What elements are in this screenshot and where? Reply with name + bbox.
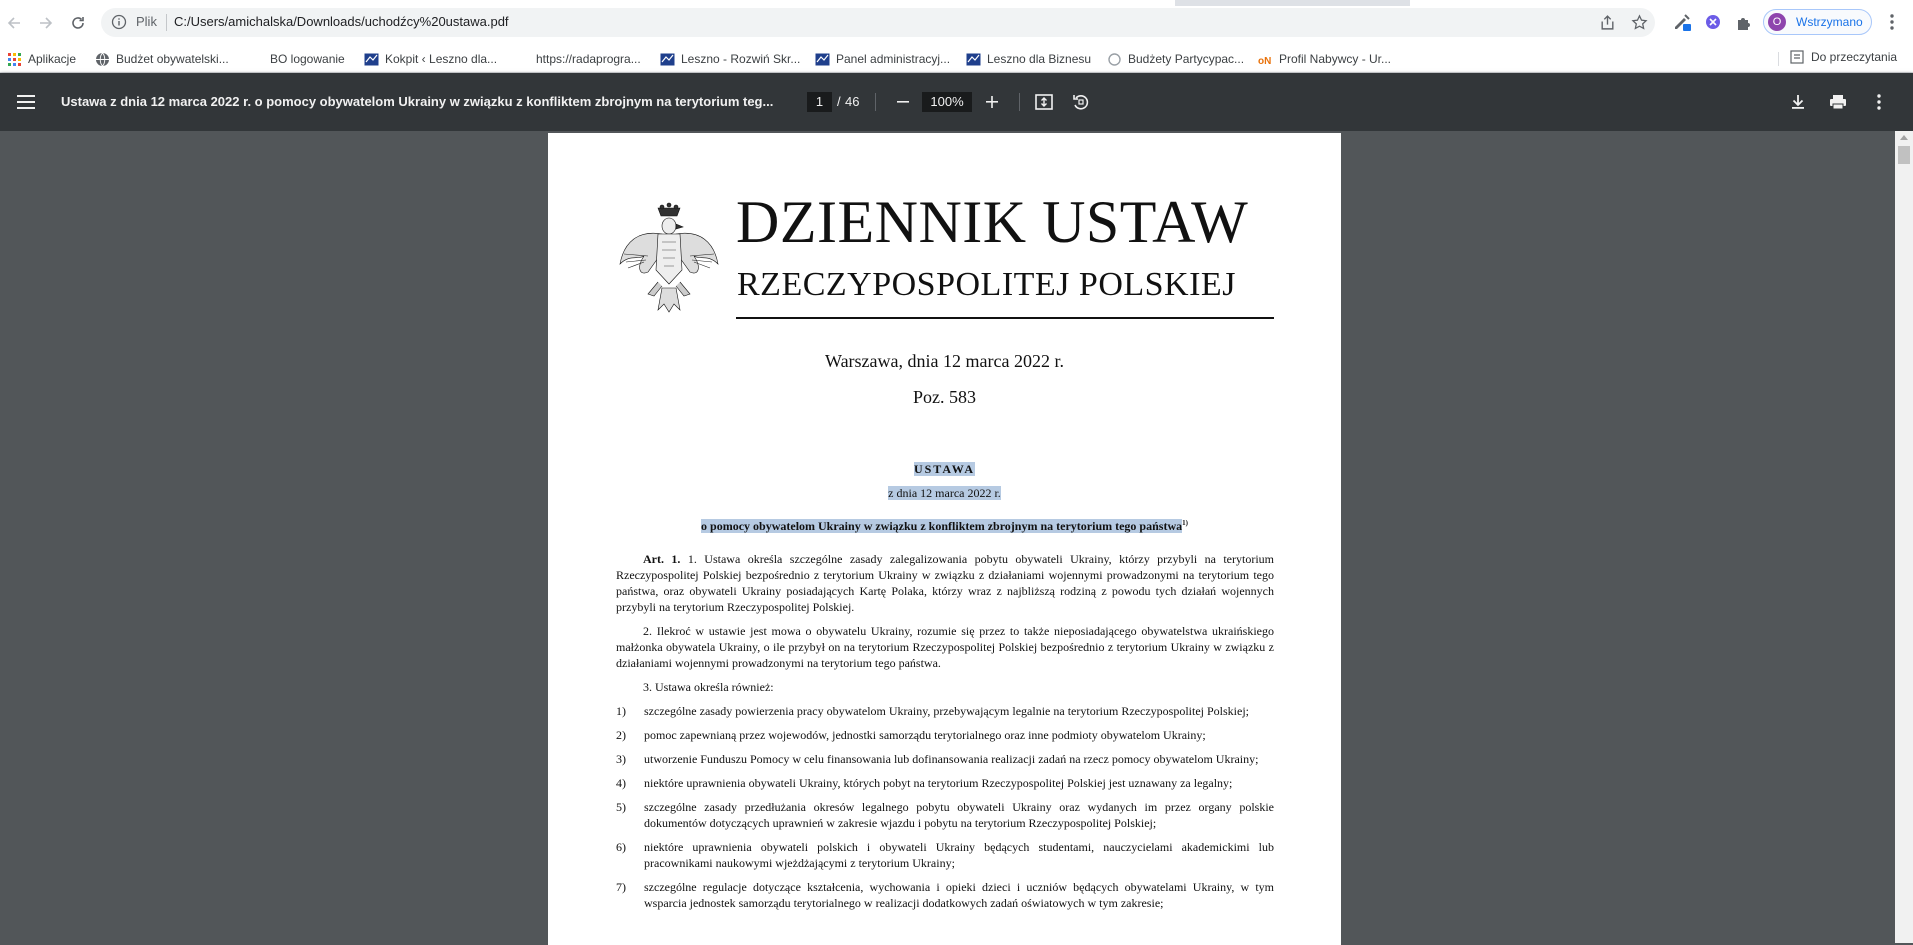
act-heading: [548, 462, 1341, 477]
svg-text:oN: oN: [1258, 55, 1272, 67]
puzzle-icon[interactable]: [1734, 12, 1754, 32]
leszno-icon: [660, 52, 675, 67]
leszno-icon: [815, 52, 830, 67]
bookmark-label: Profil Nabywcy - Ur...: [1279, 52, 1392, 66]
profile-status-label: Wstrzymano: [1796, 15, 1863, 29]
pdf-page: [548, 133, 1341, 945]
list-item: [616, 879, 1274, 911]
bookmarks-bar: [0, 45, 1913, 73]
list-item: [616, 751, 1274, 767]
list-text: szczególne regulacje dotyczące kształcenia, wychowania i opieki dzieci i uczniów będących obywatelami Ukrainy, w tym wsparcia jednostek samorządu terytorialnego w realizacji dodatkowych zadań oświatowych w tym zakresie;: [644, 880, 1274, 910]
paragraph-text: 1. Ustawa określa szczególne zasady zalegalizowania pobytu obywateli Ukrainy, którzy przybyli na terytorium Rzeczypospolitej Polskiej bezpośrednio z terytorium Ukrainy w związku z działaniami wojennymi prowadzonymi na terytorium tego państwa, oraz obywateli Ukrainy posiadających Kartę Polaka, którzy wraz z najbliższą rodziną z powodu tych działań wojennych przybyli na terytorium Rzeczypospolitej Polskiej.: [616, 552, 1274, 614]
list-text: pomoc zapewnianą przez wojewodów, jednostki samorządu terytorialnego oraz inne podmioty obywatelom Ukrainy;: [644, 728, 1206, 742]
bookmark-budzety[interactable]: [1107, 50, 1244, 68]
blank-page-icon: [515, 52, 530, 67]
act-date-text: z dnia 12 marca 2022 r.: [888, 486, 1001, 500]
list-text: utworzenie Funduszu Pomocy w celu finansowania lub dofinansowania realizacji zadań na rzecz pomocy obywatelom Ukrainy;: [644, 752, 1259, 766]
arrow-left-icon: [6, 15, 22, 31]
vertical-scrollbar[interactable]: [1895, 131, 1913, 943]
masthead-rule: [736, 317, 1274, 319]
list-item: [616, 839, 1274, 871]
list-number: 6): [616, 840, 626, 854]
list-number: 5): [616, 800, 626, 814]
footnote-marker[interactable]: 1): [1182, 519, 1188, 527]
bookmark-label: Leszno dla Biznesu: [987, 52, 1092, 66]
act-date: [548, 486, 1341, 501]
bookmark-label: Panel administracyj...: [836, 52, 951, 66]
bookmark-budzet[interactable]: [95, 50, 229, 68]
bookmark-kokpit[interactable]: [364, 50, 497, 68]
forward-button[interactable]: [34, 11, 58, 35]
bookmark-leszno-biznes[interactable]: [966, 50, 1091, 68]
bookmark-leszno-rozwin[interactable]: [660, 50, 800, 68]
polish-eagle-emblem-icon: [618, 202, 720, 314]
tab-strip: [0, 0, 1913, 6]
list-item: [616, 727, 1274, 743]
reload-button[interactable]: [66, 11, 90, 35]
zoom-out-icon[interactable]: [893, 92, 913, 112]
rotate-icon[interactable]: [1071, 92, 1091, 112]
reading-list-icon: [1790, 50, 1804, 64]
apps-grid-icon: [7, 52, 22, 67]
act-heading-text: USTAWA: [913, 462, 976, 476]
page-separator: /: [837, 94, 841, 109]
bookmark-label: Budżet obywatelski...: [116, 52, 229, 66]
on-icon: [1258, 52, 1273, 67]
divider: [166, 14, 167, 31]
divider: [1019, 93, 1020, 111]
bookmark-bo-logowanie[interactable]: [249, 50, 345, 68]
divider: [1778, 52, 1779, 66]
pdf-toolbar: [0, 73, 1913, 131]
bookmark-apps[interactable]: [7, 50, 76, 68]
pen-extension-icon[interactable]: [1672, 12, 1692, 32]
bookmark-label: https://radaprogra...: [536, 52, 641, 66]
reading-list-label: Do przeczytania: [1811, 50, 1898, 64]
leszno-icon: [364, 52, 379, 67]
list-number: 7): [616, 880, 626, 894]
masthead-subtitle: RZECZYPOSPOLITEJ POLSKIEJ: [737, 266, 1236, 303]
back-button[interactable]: [2, 11, 26, 35]
url-text[interactable]: C:/Users/amichalska/Downloads/uchodźcy%20ustawa.pdf: [174, 14, 509, 29]
page-number-input[interactable]: 1: [807, 92, 832, 112]
list-text: niektóre uprawnienia obywateli Ukrainy, których pobyt na terytorium Rzeczypospolitej Polskiej jest uznawany za legalny;: [644, 776, 1233, 790]
bookmark-label: Aplikacje: [28, 52, 77, 66]
list-number: 4): [616, 776, 626, 790]
bookmark-label: Kokpit ‹ Leszno dla...: [385, 52, 498, 66]
arrow-right-icon: [38, 15, 54, 31]
globe-icon: [95, 52, 110, 67]
act-body: [616, 551, 1274, 919]
bookmark-label: Leszno - Rozwiń Skr...: [681, 52, 801, 66]
info-icon[interactable]: [111, 14, 127, 30]
list-text: niektóre uprawnienia obywateli polskich i obywateli Ukrainy będących studentami, nauczycielami akademickimi lub pracownikami naukowymi wjeżdżającymi z terytorium Ukrainy;: [644, 840, 1274, 870]
document-title: Ustawa z dnia 12 marca 2022 r. o pomocy obywatelom Ukrainy w związku z konfliktem zbrojnym na terytorium teg...: [61, 94, 774, 109]
scheme-label: Plik: [136, 14, 157, 29]
scrollbar-thumb[interactable]: [1898, 146, 1910, 164]
zoom-in-icon[interactable]: [982, 92, 1002, 112]
circle-icon: [1107, 52, 1122, 67]
reload-icon: [70, 15, 86, 31]
zoom-input[interactable]: 100%: [922, 92, 972, 112]
profile-button[interactable]: [1763, 9, 1872, 35]
scroll-up-arrow-icon[interactable]: [1900, 135, 1908, 140]
more-menu-icon[interactable]: [1883, 12, 1901, 32]
tab[interactable]: [1410, 0, 1913, 6]
list-item: [616, 799, 1274, 831]
place-date: Warszawa, dnia 12 marca 2022 r.: [825, 351, 1064, 371]
blank-page-icon: [249, 52, 264, 67]
bookmark-label: Budżety Partycypac...: [1128, 52, 1245, 66]
bookmark-profil-nabywcy[interactable]: [1258, 50, 1391, 68]
more-options-icon[interactable]: [1869, 92, 1889, 112]
list-number: 1): [616, 704, 626, 718]
address-bar[interactable]: [101, 8, 1655, 37]
reading-list-button[interactable]: [1790, 50, 1897, 64]
star-icon[interactable]: [1631, 14, 1648, 31]
list-text: szczególne zasady przedłużania okresów legalnego pobytu obywateli Ukrainy oraz wydanych im przez organy polskie dokumentów dotyczących uprawnień w zakresie wjazdu i pobytu na terytorium Rzeczypospolitej Polskiej;: [644, 800, 1274, 830]
list-number: 3): [616, 752, 626, 766]
divider: [875, 93, 876, 111]
act-title-text: o pomocy obywatelom Ukrainy w związku z konfliktem zbrojnym na terytorium tego państwa: [701, 519, 1183, 533]
active-tab[interactable]: [0, 0, 1175, 6]
list-text: szczególne zasady powierzenia pracy obywatelom Ukrainy, przebywającym legalnie na terytorium Rzeczypospolitej Polskiej;: [644, 704, 1249, 718]
menu-icon[interactable]: [17, 94, 37, 110]
article-1-paragraph-1: [616, 551, 1274, 615]
share-icon[interactable]: [1599, 14, 1616, 31]
article-label: Art. 1.: [643, 552, 681, 566]
masthead-title: DZIENNIK USTAW: [736, 189, 1249, 255]
download-icon[interactable]: [1788, 92, 1808, 112]
list-number: 2): [616, 728, 626, 742]
position-number: Poz. 583: [913, 387, 976, 407]
list-item: [616, 703, 1274, 719]
leszno-icon: [966, 52, 981, 67]
fit-page-icon[interactable]: [1034, 92, 1054, 112]
act-title: [548, 519, 1341, 534]
avatar: O: [1768, 13, 1786, 31]
browser-toolbar: [0, 0, 1913, 45]
list-item: [616, 775, 1274, 791]
bookmark-radaprogramowa[interactable]: [515, 50, 641, 68]
article-1-paragraph-2: 2. Ilekroć w ustawie jest mowa o obywatelu Ukrainy, rozumie się przez to także nieposiadającego obywatelstwa ukraińskiego małżonka obywatela Ukrainy, o ile przybył on na terytorium Rzeczypospolitej Polskiej bezpośrednio z terytorium Ukrainy w związku z działaniami wojennymi prowadzonymi na terytorium tego państwa.: [616, 624, 1274, 670]
bookmark-label: BO logowanie: [270, 52, 345, 66]
print-icon[interactable]: [1828, 92, 1848, 112]
article-1-paragraph-3: 3. Ustawa określa również:: [643, 680, 774, 694]
extension-icon[interactable]: [1703, 12, 1723, 32]
bookmark-panel[interactable]: [815, 50, 950, 68]
page-total: 46: [845, 94, 860, 109]
